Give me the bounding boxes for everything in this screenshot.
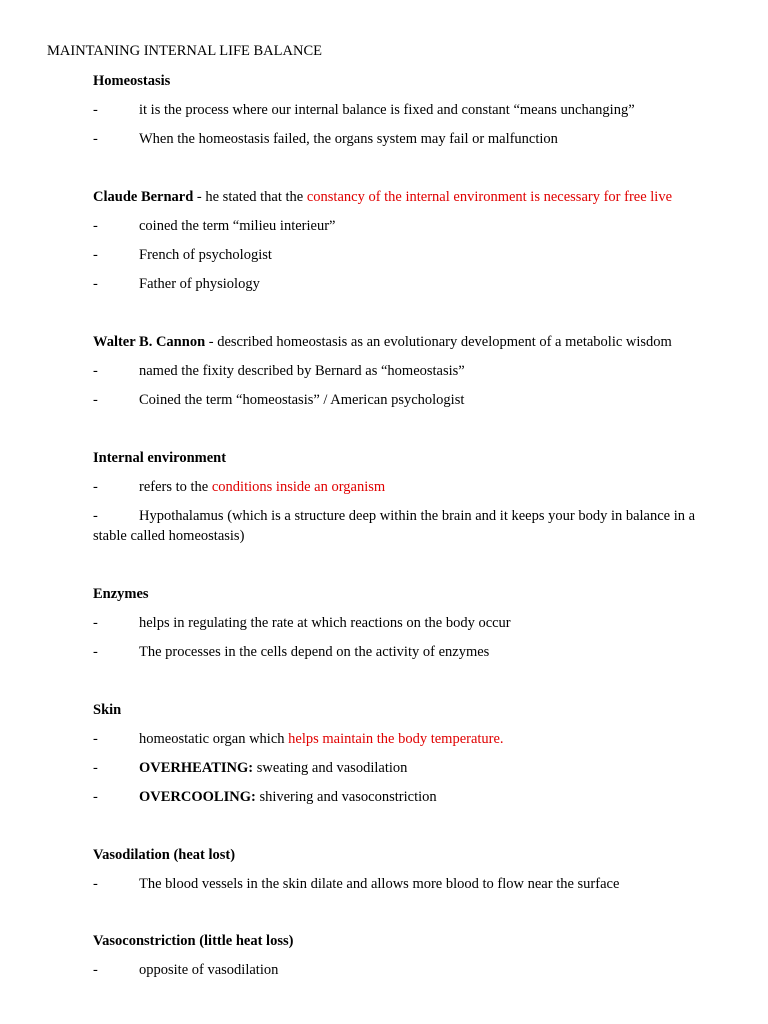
- list-item: [93, 642, 723, 662]
- section-lead: [93, 332, 723, 352]
- list-item: [93, 274, 723, 294]
- bullet-dash: -: [93, 247, 98, 263]
- list-item: [93, 361, 723, 381]
- section-vasoconstriction: [93, 931, 723, 980]
- list-item: [93, 758, 723, 778]
- list-item-text: French of psychologist: [139, 247, 272, 263]
- section-heading: Enzymes: [93, 586, 149, 602]
- list-item: [93, 787, 723, 807]
- highlighted-text: conditions inside an organism: [211, 479, 386, 495]
- section-vasodilation: [93, 845, 723, 894]
- document-title: MAINTANING INTERNAL LIFE BALANCE: [47, 43, 322, 59]
- bullet-dash: -: [93, 363, 98, 379]
- list-item-text: opposite of vasodilation: [139, 962, 279, 978]
- list-item-text: coined the term “milieu interieur”: [139, 218, 336, 234]
- overheating-text: sweating and vasodilation: [253, 760, 408, 776]
- lead-text: - described homeostasis as an evolutionary development of a metabolic wisdom: [205, 334, 672, 350]
- list-item-text: Father of physiology: [139, 276, 260, 292]
- list-item: [93, 390, 723, 410]
- list-item-text: The blood vessels in the skin dilate and allows more blood to flow near the surface: [139, 876, 620, 892]
- list-item-text: Coined the term “homeostasis” / American psychologist: [139, 392, 465, 408]
- section-internal-environment: [93, 448, 723, 546]
- section-heading: Internal environment: [93, 450, 227, 466]
- bullet-dash: -: [93, 962, 98, 978]
- person-name: Walter B. Cannon: [93, 334, 206, 350]
- list-item-text: named the fixity described by Bernard as “homeostasis”: [139, 363, 465, 379]
- list-item: [93, 216, 723, 236]
- list-item-text: [93, 787, 723, 807]
- list-item: [93, 477, 723, 497]
- list-item-text: [93, 477, 723, 497]
- overcooling-label: OVERCOOLING:: [139, 789, 256, 805]
- section-heading: Homeostasis: [93, 73, 171, 89]
- section-enzymes: [93, 584, 723, 662]
- list-item-text-part: refers to the: [139, 479, 212, 495]
- bullet-dash: -: [93, 392, 98, 408]
- list-item: [93, 960, 723, 980]
- section-heading: Vasoconstriction (little heat loss): [93, 933, 294, 949]
- list-item-text: [93, 758, 723, 778]
- bullet-dash: -: [93, 479, 98, 495]
- bullet-dash: -: [93, 731, 98, 747]
- section-walter-cannon: [93, 332, 723, 410]
- list-item: [93, 506, 723, 546]
- bullet-dash: -: [93, 218, 98, 234]
- section-heading: Skin: [93, 702, 122, 718]
- highlighted-text: helps maintain the body temperature.: [288, 731, 504, 747]
- list-item: [93, 729, 723, 749]
- lead-text: - he stated that the: [193, 189, 307, 205]
- bullet-dash: -: [93, 276, 98, 292]
- person-name: Claude Bernard: [93, 189, 194, 205]
- bullet-dash: -: [93, 615, 98, 631]
- bullet-dash: -: [93, 644, 98, 660]
- bullet-dash: -: [93, 789, 98, 805]
- highlighted-text: constancy of the internal environment is necessary for free live: [306, 189, 673, 205]
- bullet-dash: -: [93, 131, 98, 147]
- bullet-dash: -: [93, 102, 98, 118]
- overcooling-text: shivering and vasoconstriction: [255, 789, 437, 805]
- bullet-dash: -: [93, 876, 98, 892]
- section-skin: [93, 700, 723, 807]
- overheating-label: OVERHEATING:: [139, 760, 254, 776]
- list-item: [93, 874, 723, 894]
- list-item-text: Hypothalamus (which is a structure deep within the brain and it keeps your body in balance in a stable called homeostasis): [93, 508, 696, 544]
- list-item-text-part: homeostatic organ which: [139, 731, 289, 747]
- section-homeostasis: [93, 71, 723, 149]
- section-heading: Vasodilation (heat lost): [93, 847, 236, 863]
- list-item: [93, 245, 723, 265]
- section-lead: [93, 187, 723, 207]
- list-item-text: it is the process where our internal balance is fixed and constant “means unchanging”: [139, 102, 635, 118]
- list-item-text: [93, 729, 723, 749]
- list-item: [93, 613, 723, 633]
- section-claude-bernard: [93, 187, 723, 294]
- list-item-text: The processes in the cells depend on the activity of enzymes: [139, 644, 490, 660]
- bullet-dash: -: [93, 508, 98, 524]
- list-item-text: When the homeostasis failed, the organs system may fail or malfunction: [139, 131, 558, 147]
- list-item-text: helps in regulating the rate at which reactions on the body occur: [139, 615, 511, 631]
- bullet-dash: -: [93, 760, 98, 776]
- list-item: [93, 100, 723, 120]
- list-item: [93, 129, 723, 149]
